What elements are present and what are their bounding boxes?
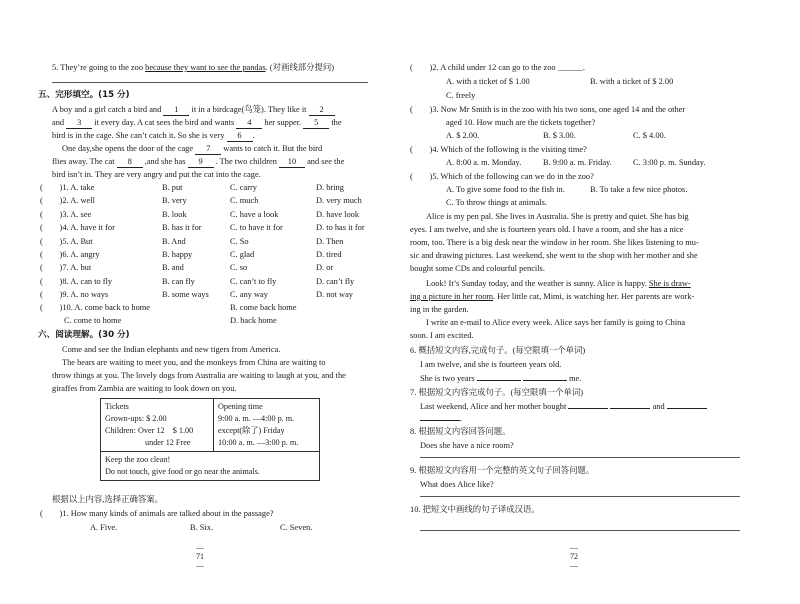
- cloze-7-option-b: B. and: [162, 263, 184, 273]
- cloze-8-option-c: C. can’t to fly: [230, 276, 277, 286]
- rq4-option-c: C. 3:00 p. m. Sunday.: [633, 158, 706, 167]
- question-7-line-1: Last weekend, Alice and her mother bought and: [420, 401, 707, 412]
- passage-line-1: Alice is my pen pal. She lives in Australia. She is pretty and quiet. She has big: [426, 212, 689, 221]
- cloze-passage-line-2: and 3 it every day. A cat sees the bird and wants 4 her supper. 5 the: [52, 118, 342, 127]
- q8-answer-line[interactable]: [420, 457, 740, 458]
- cloze-9-option-a: ( )9. A. no ways: [40, 290, 109, 300]
- cloze-5-option-b: B. And: [162, 236, 186, 246]
- reading-line-3: throw things at you. The lovely dogs from Australia are waiting to laugh at you, and the: [52, 371, 346, 380]
- reading-line-2: The bears are waiting to meet you, and the monkeys from China are waiting to: [62, 358, 326, 367]
- q7-blank-2[interactable]: [610, 408, 650, 409]
- reading-line-4: giraffes from Zambia are waiting to look down on you.: [52, 384, 237, 393]
- cloze-3-option-b: B. look: [162, 209, 187, 219]
- question-9-line-1: What does Alice like?: [420, 480, 494, 489]
- passage-line-4: sic and drawing pictures. Last weekend, she went to the shop with her mother and she: [410, 251, 698, 260]
- answer-line: [52, 82, 368, 83]
- rq3-option-a: A. $ 2.00.: [446, 131, 480, 140]
- q7-blank-4[interactable]: [420, 420, 460, 421]
- cloze-3-option-c: C. have a look: [230, 209, 279, 219]
- cloze-4-option-a: ( )4. A. have it for: [40, 223, 115, 233]
- cloze-passage-line-4: One day,she opens the door of the cage 7 wants to catch it. But the bird: [62, 144, 323, 153]
- cloze-6-option-b: B. happy: [162, 250, 193, 259]
- cloze-4-option-d: D. to has it for: [316, 223, 365, 233]
- cloze-9-option-b: B. some ways: [162, 290, 209, 300]
- q6-blank-2[interactable]: [523, 380, 567, 381]
- cloze-8-option-b: B. can fly: [162, 276, 195, 286]
- q10-answer-line[interactable]: [420, 530, 740, 531]
- reading-line-1: Come and see the Indian elephants and new tigers from America.: [62, 345, 281, 354]
- rq5-option-b: B. To take a few nice photos.: [590, 185, 688, 194]
- opening-time-cell: Opening time 9:00 a. m. —4:00 p. m. except(除了) Friday 10:00 a. m. —3:00 p. m.: [214, 399, 320, 452]
- rq5-option-c: C. To throw things at animals.: [446, 198, 547, 207]
- rq5-option-a: A. To give some food to the fish in.: [446, 185, 565, 194]
- cloze-4-option-c: C. to have it for: [230, 223, 283, 233]
- reading-question-1: ( )1. How many kinds of animals are talked about in the passage?: [40, 509, 274, 518]
- question-10-title: 10. 把短文中画线的句子译成汉语。: [410, 505, 540, 514]
- section-6-title: 六、阅读理解。(30 分): [38, 330, 130, 340]
- reading-question-5: ( )5. Which of the following can we do in the zoo?: [410, 172, 594, 181]
- rq1-option-c: C. Seven.: [280, 523, 313, 532]
- reading-question-4: ( )4. Which of the following is the visiting time?: [410, 145, 587, 154]
- rq1-option-a: A. Five.: [90, 523, 118, 532]
- rq2-option-c: C. freely: [446, 91, 476, 100]
- passage-line-8: ing in the garden.: [410, 305, 469, 314]
- q7-blank-1[interactable]: [568, 408, 608, 409]
- cloze-passage-line-1: A boy and a girl catch a bird and 1 it in a birdcage(鸟笼). They like it 2: [52, 104, 335, 116]
- cloze-5-option-c: C. So: [230, 236, 249, 246]
- question-9-title: 9. 根据短文内容用一个完整的英文句子回答问题。: [410, 466, 595, 475]
- zoo-rules-cell: Keep the zoo clean! Do not touch, give food or go near the animals.: [101, 452, 320, 481]
- rq3-option-b: B. $ 3.00.: [543, 131, 576, 140]
- rq1-option-b: B. Six.: [190, 523, 214, 532]
- passage-line-10: soon. I am excited.: [410, 331, 474, 340]
- choose-instruction: 根据以上内容,选择正确答案。: [52, 495, 163, 504]
- rq4-option-a: A. 8:00 a. m. Monday.: [446, 158, 522, 167]
- cloze-5-option-d: D. Then: [316, 236, 344, 246]
- question-7-line-2: .: [420, 413, 462, 424]
- cloze-8-option-d: D. can’t fly: [316, 276, 355, 286]
- reading-question-3: ( )3. Now Mr Smith is in the zoo with his two sons, one aged 14 and the other: [410, 105, 686, 114]
- passage-line-5: bought some CDs and colourful pencils.: [410, 264, 545, 273]
- q7-blank-3[interactable]: [667, 408, 707, 409]
- cloze-2-option-b: B. very: [162, 196, 187, 206]
- passage-line-6: Look! It’s Sunday today, and the weather is sunny. Alice is happy. She is draw-: [426, 279, 691, 288]
- question-8-line-1: Does she have a nice room?: [420, 441, 514, 450]
- rq4-option-b: B. 9:00 a. m. Friday.: [543, 158, 612, 167]
- rq2-option-b: B. with a ticket of $ 2.00: [590, 77, 674, 86]
- q9-answer-line[interactable]: [420, 496, 740, 497]
- q6-blank-1[interactable]: [477, 380, 521, 381]
- page-number-left: — 71 —: [196, 543, 204, 570]
- cloze-6-option-c: C. glad: [230, 250, 255, 259]
- rq2-option-a: A. with a ticket of $ 1.00: [446, 77, 530, 86]
- question-5-rewrite: 5. They’re going to the zoo because they want to see the pandas. (对画线部分提问): [52, 63, 334, 72]
- cloze-passage-line-5: flies away. The cat 8 ,and she has 9 . The two children 10 and see the: [52, 157, 345, 166]
- cloze-10-option-d: D. back home: [230, 316, 277, 325]
- cloze-1-option-a: ( )1. A. take: [40, 183, 95, 192]
- question-6-title: 6. 概括短文内容,完成句子。(每空限填一个单词): [410, 346, 586, 355]
- question-6-line-2: She is two years me.: [420, 374, 582, 383]
- cloze-9-option-d: D. not way: [316, 290, 353, 300]
- reading-question-3-cont: aged 10. How much are the tickets together?: [446, 118, 596, 127]
- cloze-5-option-a: ( )5. A. But: [40, 236, 93, 246]
- reading-question-2: ( )2. A child under 12 can go to the zoo ______.: [410, 63, 585, 72]
- cloze-1-option-b: B. put: [162, 183, 183, 192]
- cloze-3-option-a: ( )3. A. see: [40, 209, 92, 219]
- cloze-7-option-c: C. so: [230, 263, 248, 273]
- zoo-info-table: [100, 398, 320, 481]
- section-5-title: 五、完形填空。(15 分): [38, 90, 130, 100]
- cloze-8-option-a: ( )8. A. can to fly: [40, 276, 113, 286]
- question-7-title: 7. 根据短文内容完成句子。(每空限填一个单词): [410, 388, 584, 397]
- passage-line-9: I write an e-mail to Alice every week. Alice says her family is going to China: [426, 318, 686, 327]
- rq3-option-c: C. $ 4.00.: [633, 131, 666, 140]
- cloze-10-option-b: B. come back home: [230, 303, 297, 312]
- cloze-1-option-c: C. carry: [230, 183, 257, 192]
- cloze-10-option-c: C. come to home: [64, 316, 122, 325]
- question-6-line-1: I am twelve, and she is fourteen years old.: [420, 360, 562, 369]
- cloze-2-option-c: C. much: [230, 196, 259, 206]
- cloze-3-option-d: D. have look: [316, 209, 360, 219]
- cloze-1-option-d: D. bring: [316, 183, 344, 192]
- tickets-cell: Tickets Grown-ups: $ 2.00 Children: Over 12 $ 1.00 under 12 Free: [101, 399, 214, 452]
- cloze-4-option-b: B. has it for: [162, 223, 202, 233]
- cloze-passage-line-3: bird is in the cage. She can’t catch it. So she is very 6 .: [52, 131, 255, 140]
- cloze-9-option-c: C. any way: [230, 290, 268, 300]
- passage-line-2: eyes. I am twelve, and she is fourteen years old. I have a room, and she has a nice: [410, 225, 684, 234]
- cloze-2-option-a: ( )2. A. well: [40, 196, 95, 206]
- cloze-6-option-d: D. tired: [316, 250, 342, 259]
- cloze-2-option-d: D. very much: [316, 196, 362, 206]
- cloze-7-option-d: D. or: [316, 263, 334, 273]
- passage-line-7: ing a picture in her room. Her little cat, Mimi, is watching her. Her parents are work-: [410, 292, 695, 301]
- passage-line-3: room, too. There is a big desk near the window in her room. She likes listening to mu-: [410, 238, 699, 247]
- cloze-10-option-a: ( )10. A. come back to home: [40, 303, 151, 312]
- cloze-passage-line-6: bird isn’t in. They are very angry and put the cat into the cage.: [52, 170, 261, 179]
- cloze-6-option-a: ( )6. A. angry: [40, 250, 100, 259]
- cloze-7-option-a: ( )7. A. but: [40, 263, 92, 273]
- page-number-right: — 72 —: [570, 543, 578, 570]
- question-8-title: 8. 根据短文内容回答问题。: [410, 427, 511, 436]
